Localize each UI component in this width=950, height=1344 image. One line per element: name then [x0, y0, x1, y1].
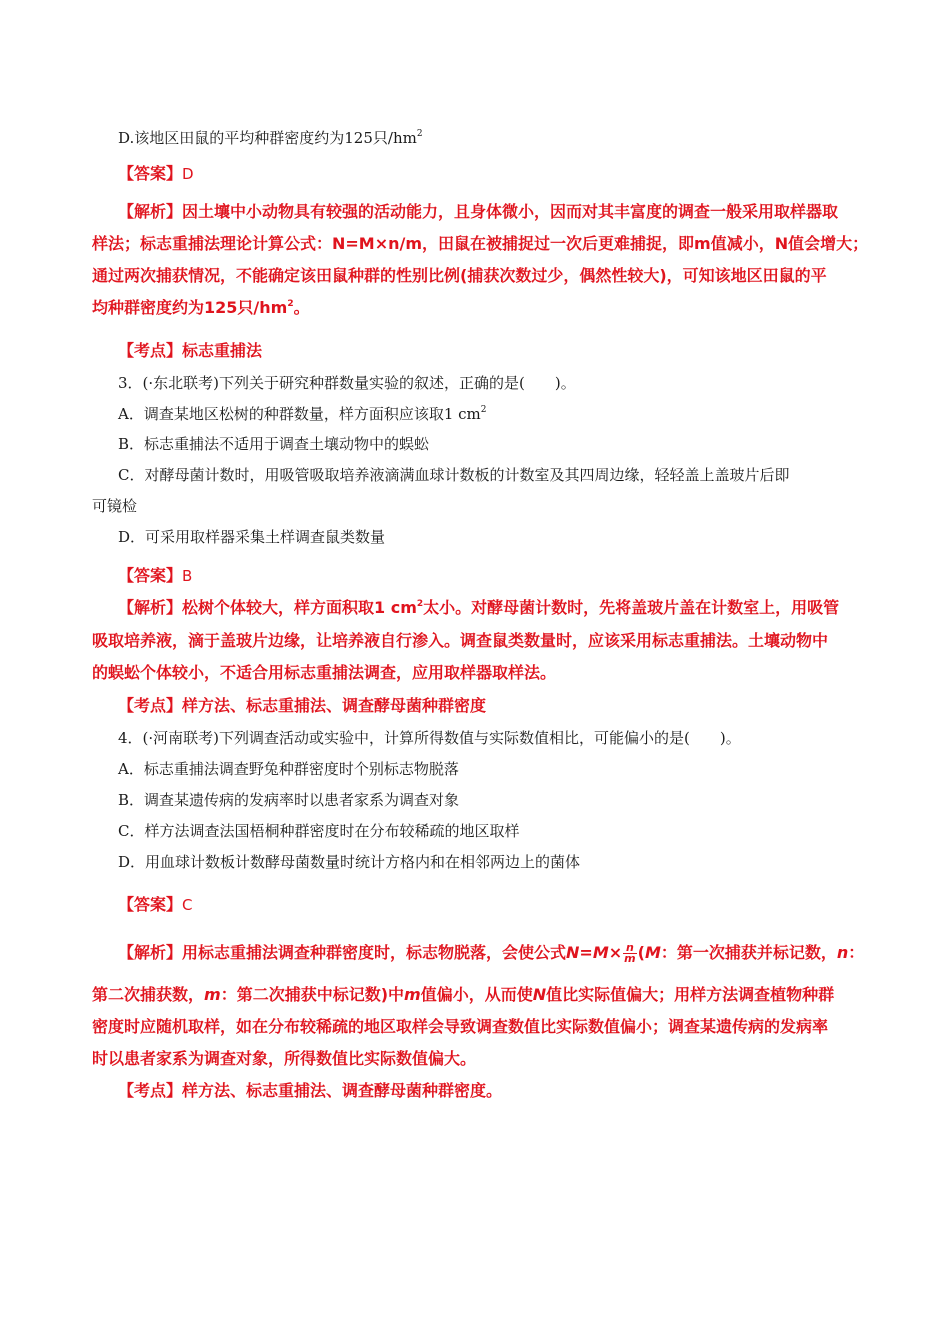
q3-answer: [118, 566, 192, 586]
topic-value: 样方法、标志重捕法、调查酵母菌种群密度。: [182, 1081, 503, 1100]
q3-analysis-line3: [92, 663, 556, 683]
q3-option-b: [118, 434, 429, 454]
formula-op: ×: [608, 943, 623, 962]
analysis-text: 值偏小，从而使: [420, 985, 533, 1004]
analysis-text: 太小。对酵母菌计数时，先将盖玻片盖在计数室上，用吸管: [423, 598, 840, 617]
q4-analysis-line1: [118, 941, 864, 965]
q2-answer: [118, 164, 194, 184]
analysis-text: 时以患者家系为调查对象，所得数值比实际数值偏大。: [92, 1049, 477, 1068]
analysis-text: 吸取培养液，滴于盖玻片边缘，让培养液自行渗入。调查鼠类数量时，应该采用标志重捕法。土壤动物中: [92, 631, 829, 650]
topic-label: 【考点】: [118, 696, 183, 715]
q2-option-d: [118, 128, 423, 148]
formula-var: n: [836, 943, 849, 962]
question-stem: 3．(·东北联考)下列关于研究种群数量实验的叙述，正确的是( )。: [118, 374, 576, 392]
analysis-label: 【解析】: [118, 943, 183, 962]
analysis-sup: 2: [287, 299, 294, 309]
formula-var: N: [532, 985, 547, 1004]
option-text: A．调查某地区松树的种群数量，样方面积应该取1 cm: [118, 405, 481, 423]
answer-value: B: [182, 567, 193, 585]
analysis-text: 值比实际值偏大；用样方法调查植物种群: [546, 985, 835, 1004]
q4-analysis-line2: [92, 985, 834, 1005]
q4-option-b: [118, 790, 459, 810]
q2-option-d-sup: 2: [416, 129, 423, 139]
analysis-text: 的蜈蚣个体较小，不适合用标志重捕法调查，应用取样器取样法。: [92, 663, 557, 682]
formula-var: m: [404, 985, 421, 1004]
analysis-text: 用标志重捕法调查种群密度时，标志物脱落，会使公式: [182, 943, 567, 962]
q2-analysis-line1: [118, 202, 838, 222]
option-sup: 2: [480, 405, 487, 415]
q4-analysis-line3: [92, 1017, 828, 1037]
formula-var: m: [204, 985, 221, 1004]
q2-analysis-line2: [92, 234, 868, 254]
formula-var: M: [592, 943, 609, 962]
option-text: C．对酵母菌计数时，用吸管吸取培养液滴满血球计数板的计数室及其四周边缘，轻轻盖上盖玻片后即: [118, 466, 790, 484]
answer-value: D: [182, 165, 194, 183]
q3-option-c: [118, 465, 789, 485]
analysis-text: 样法；标志重捕法理论计算公式：N=M×n/m，田鼠在被捕捉过一次后更难捕捉，即m值减小，N值会增大；: [92, 234, 869, 253]
formula-fraction: [623, 943, 636, 964]
q3-stem: [118, 373, 576, 393]
question-stem: 4．(·河南联考)下列调查活动或实验中，计算所得数值与实际数值相比，可能偏小的是( )。: [118, 729, 741, 747]
q4-option-a: [118, 759, 459, 779]
answer-label: 【答案】: [118, 164, 183, 183]
option-text: A．标志重捕法调查野兔种群密度时个别标志物脱落: [118, 760, 459, 778]
option-text: D．用血球计数板计数酵母菌数量时统计方格内和在相邻两边上的菌体: [118, 853, 581, 871]
q3-topic: [118, 696, 486, 716]
option-text: C．样方法调查法国梧桐种群密度时在分布较稀疏的地区取样: [118, 822, 520, 840]
q4-topic: [118, 1081, 502, 1101]
analysis-text: 密度时应随机取样，如在分布较稀疏的地区取样会导致调查数值比实际数值偏小；调查某遗传病的发病率: [92, 1017, 829, 1036]
analysis-text: 均种群密度约为125只/hm: [92, 298, 288, 317]
analysis-label: 【解析】: [118, 202, 183, 221]
q3-option-d: [118, 527, 385, 547]
q3-analysis-line2: [92, 631, 828, 651]
analysis-text: 。: [293, 298, 310, 317]
q2-option-d-text: D.该地区田鼠的平均种群密度约为125只/hm: [118, 129, 417, 147]
analysis-text: 因土壤中小动物具有较强的活动能力，且身体微小，因而对其丰富度的调查一般采用取样器取: [182, 202, 839, 221]
formula-op: =: [579, 943, 593, 962]
q4-answer: [118, 895, 193, 915]
q3-analysis-line1: [118, 598, 839, 618]
q3-option-c-cont: [92, 496, 137, 516]
topic-label: 【考点】: [118, 341, 183, 360]
q4-option-d: [118, 852, 580, 872]
q4-stem: [118, 728, 741, 748]
option-text: B．调查某遗传病的发病率时以患者家系为调查对象: [118, 791, 460, 809]
analysis-text: 第二次捕获数，: [92, 985, 205, 1004]
topic-label: 【考点】: [118, 1081, 183, 1100]
answer-label: 【答案】: [118, 566, 183, 585]
option-text: B．标志重捕法不适用于调查土壤动物中的蜈蚣: [118, 435, 430, 453]
analysis-sup: 2: [416, 599, 424, 609]
analysis-label: 【解析】: [118, 598, 183, 617]
answer-value: C: [182, 896, 193, 914]
analysis-text: ：第二次捕获中标记数)中: [220, 985, 405, 1004]
fraction-denominator: m: [624, 952, 636, 965]
analysis-text: 通过两次捕获情况，不能确定该田鼠种群的性别比例(捕获次数过少，偶然性较大)，可知该地区田鼠的平: [92, 266, 827, 285]
analysis-text: ：第一次捕获并标记数，: [660, 943, 837, 962]
formula-var: M: [644, 943, 661, 962]
analysis-text: 松树个体较大，样方面积取1 cm: [182, 598, 417, 617]
analysis-text: (: [637, 943, 645, 962]
q4-option-c: [118, 821, 519, 841]
q3-option-a: [118, 404, 487, 424]
option-text: D．可采用取样器采集土样调查鼠类数量: [118, 528, 386, 546]
q2-analysis-line3: [92, 266, 827, 286]
analysis-text: ：: [848, 943, 865, 962]
option-text: 可镜检: [92, 497, 138, 515]
q2-topic: [118, 341, 262, 361]
answer-label: 【答案】: [118, 895, 183, 914]
q4-analysis-line4: [92, 1049, 476, 1069]
topic-value: 标志重捕法: [182, 341, 263, 360]
q2-analysis-line4: [92, 298, 310, 318]
formula-var: N: [566, 943, 580, 962]
fraction-numerator: n: [623, 943, 636, 954]
topic-value: 样方法、标志重捕法、调查酵母菌种群密度: [182, 696, 487, 715]
